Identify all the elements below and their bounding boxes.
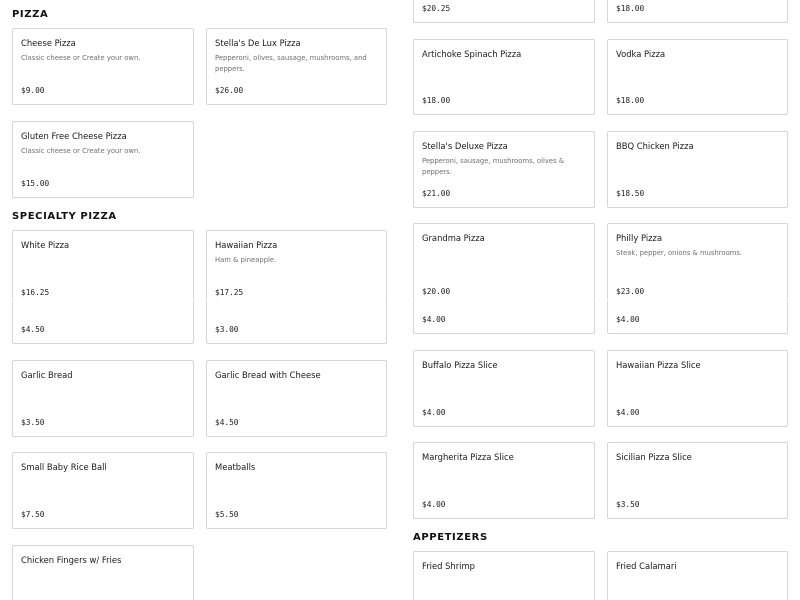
- item-price: $18.50: [616, 189, 645, 198]
- menu-item-margherita-pizza-slice[interactable]: [413, 442, 595, 519]
- item-price: $17.25: [215, 288, 244, 297]
- item-price: $15.00: [21, 179, 50, 188]
- item-price: $3.50: [21, 418, 45, 427]
- item-price: $4.00: [616, 315, 640, 324]
- item-name: Meatballs: [215, 462, 256, 472]
- menu-item-vodka-pizza[interactable]: [607, 39, 788, 115]
- item-price: $4.00: [422, 408, 446, 417]
- item-price: $3.50: [616, 500, 640, 509]
- item-price: $18.00: [616, 96, 645, 105]
- item-description: Ham & pineapple.: [215, 256, 277, 264]
- item-price: $7.50: [21, 510, 45, 519]
- item-name: Garlic Bread: [21, 370, 73, 380]
- item-price: $4.00: [616, 408, 640, 417]
- menu-item-white-pizza[interactable]: [12, 230, 194, 301]
- section-title-appetizers: APPETIZERS: [413, 532, 488, 543]
- menu-item-partial[interactable]: [413, 300, 595, 334]
- item-price: $9.00: [21, 86, 45, 95]
- menu-item-garlic-bread-with-cheese[interactable]: [206, 360, 387, 437]
- item-name: Small Baby Rice Ball: [21, 462, 107, 472]
- menu-item-partial[interactable]: [607, 0, 788, 23]
- item-price: $23.00: [616, 287, 645, 296]
- item-price: $4.00: [422, 500, 446, 509]
- item-name: Margherita Pizza Slice: [422, 452, 514, 462]
- item-description: Pepperoni, olives, sausage, mushrooms, and peppers.: [215, 54, 367, 73]
- menu-item-hawaiian-pizza[interactable]: [206, 230, 387, 301]
- item-price: $4.00: [422, 315, 446, 324]
- item-price: $18.00: [422, 96, 451, 105]
- menu-item-grandma-pizza[interactable]: [413, 223, 595, 300]
- section-title-specialty-pizza: SPECIALTY PIZZA: [12, 211, 117, 222]
- item-name: Stella's Deluxe Pizza: [422, 141, 508, 151]
- menu-item-buffalo-pizza-slice[interactable]: [413, 350, 595, 427]
- menu-item-fried-calamari[interactable]: [607, 551, 788, 600]
- menu-item-fried-shrimp[interactable]: [413, 551, 595, 600]
- menu-item-partial[interactable]: [413, 0, 595, 23]
- item-description: Pepperoni, sausage, mushrooms, olives & peppers.: [422, 157, 565, 176]
- item-price: $3.00: [215, 325, 239, 334]
- item-description: Classic cheese or Create your own.: [21, 147, 141, 155]
- item-price: $18.00: [616, 4, 645, 13]
- menu-item-bbq-chicken-pizza[interactable]: [607, 131, 788, 208]
- menu-item-meatballs[interactable]: [206, 452, 387, 529]
- menu-item-artichoke-spinach-pizza[interactable]: [413, 39, 595, 115]
- item-price: $20.00: [422, 287, 451, 296]
- item-price: $16.25: [21, 288, 50, 297]
- menu-item-chicken-fingers-w-fries[interactable]: [12, 545, 194, 600]
- section-title-pizza: PIZZA: [12, 9, 49, 20]
- item-name: White Pizza: [21, 240, 70, 250]
- item-name: Grandma Pizza: [422, 233, 485, 243]
- item-name: Sicilian Pizza Slice: [616, 452, 692, 462]
- menu-item-philly-pizza[interactable]: [607, 223, 788, 300]
- item-name: Cheese Pizza: [21, 38, 76, 48]
- item-name: Gluten Free Cheese Pizza: [21, 131, 127, 141]
- item-description: Classic cheese or Create your own.: [21, 54, 141, 62]
- item-price: $4.50: [21, 325, 45, 334]
- menu-item-gluten-free-cheese-pizza[interactable]: [12, 121, 194, 198]
- item-name: Vodka Pizza: [616, 49, 666, 59]
- item-description: Steak, pepper, onions & mushrooms.: [616, 249, 743, 257]
- menu-item-small-baby-rice-ball[interactable]: [12, 452, 194, 529]
- item-name: Stella's De Lux Pizza: [215, 38, 301, 48]
- menu-item-cheese-pizza[interactable]: [12, 28, 194, 105]
- item-name: Hawaiian Pizza Slice: [616, 360, 701, 370]
- item-price: $5.50: [215, 510, 239, 519]
- item-name: Hawaiian Pizza: [215, 240, 278, 250]
- item-name: Fried Shrimp: [422, 561, 475, 571]
- menu-item-partial[interactable]: [607, 300, 788, 334]
- menu-item-stellas-deluxe-pizza[interactable]: [413, 131, 595, 208]
- menu-item-partial[interactable]: [12, 301, 194, 344]
- item-name: Garlic Bread with Cheese: [215, 370, 321, 380]
- menu-item-garlic-bread[interactable]: [12, 360, 194, 437]
- menu-item-hawaiian-pizza-slice[interactable]: [607, 350, 788, 427]
- item-name: Buffalo Pizza Slice: [422, 360, 498, 370]
- item-price: $21.00: [422, 189, 451, 198]
- menu-item-partial[interactable]: [206, 301, 387, 344]
- menu-item-stellas-de-lux-pizza[interactable]: [206, 28, 387, 105]
- item-price: $20.25: [422, 4, 451, 13]
- item-name: BBQ Chicken Pizza: [616, 141, 694, 151]
- item-name: Fried Calamari: [616, 561, 677, 571]
- item-price: $4.50: [215, 418, 239, 427]
- item-name: Chicken Fingers w/ Fries: [21, 555, 122, 565]
- item-name: Artichoke Spinach Pizza: [422, 49, 522, 59]
- menu-item-sicilian-pizza-slice[interactable]: [607, 442, 788, 519]
- item-name: Philly Pizza: [616, 233, 663, 243]
- item-price: $26.00: [215, 86, 244, 95]
